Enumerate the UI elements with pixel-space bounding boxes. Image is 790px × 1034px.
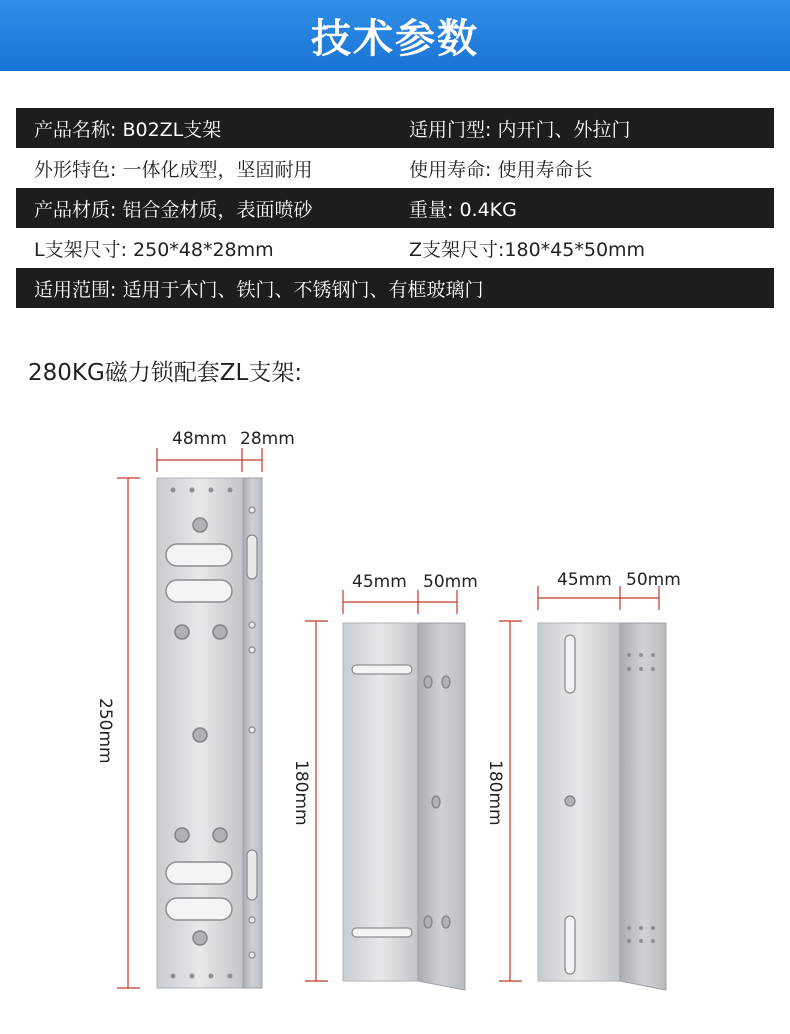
header-banner [0,0,790,71]
spec-cell: 适用范围: 适用于木门、铁门、不锈钢门、有框玻璃门 [34,278,484,301]
l-height-label: 250mm [95,698,115,764]
spec-cell: 使用寿命: 使用寿命长 [409,158,593,181]
spec-cell: 适用门型: 内开门、外拉门 [409,118,631,141]
z1-height-label: 180mm [291,760,311,826]
l-width-b-label: 28mm [240,429,295,449]
spec-row [16,268,774,308]
z2-height-label: 180mm [485,760,505,826]
spec-cell: 产品材质: 铝合金材质，表面喷砂 [34,198,313,221]
l-bracket [95,429,295,988]
z1-width-a-label: 45mm [352,572,407,592]
z2-width-a-label: 45mm [557,570,612,590]
spec-cell: 产品名称: B02ZL支架 [34,118,222,141]
z-bracket-1 [291,572,478,990]
spec-row [16,108,774,148]
spec-table [16,108,774,308]
z-bracket-2 [485,570,681,990]
l-width-a-label: 48mm [172,429,227,449]
spec-row [16,148,774,188]
spec-row [16,228,774,268]
z2-width-b-label: 50mm [626,570,681,590]
page-title: 技术参数 [311,16,479,62]
spec-cell: L支架尺寸: 250*48*28mm [34,238,274,261]
spec-row [16,188,774,228]
spec-cell: 重量: 0.4KG [409,198,517,221]
bracket-figures [0,410,790,1010]
section-subtitle: 280KG磁力锁配套ZL支架: [28,360,303,386]
spec-cell: Z支架尺寸:180*45*50mm [409,238,646,261]
spec-cell: 外形特色: 一体化成型，坚固耐用 [34,158,313,181]
z1-width-b-label: 50mm [423,572,478,592]
bracket-illustration [0,410,790,1010]
